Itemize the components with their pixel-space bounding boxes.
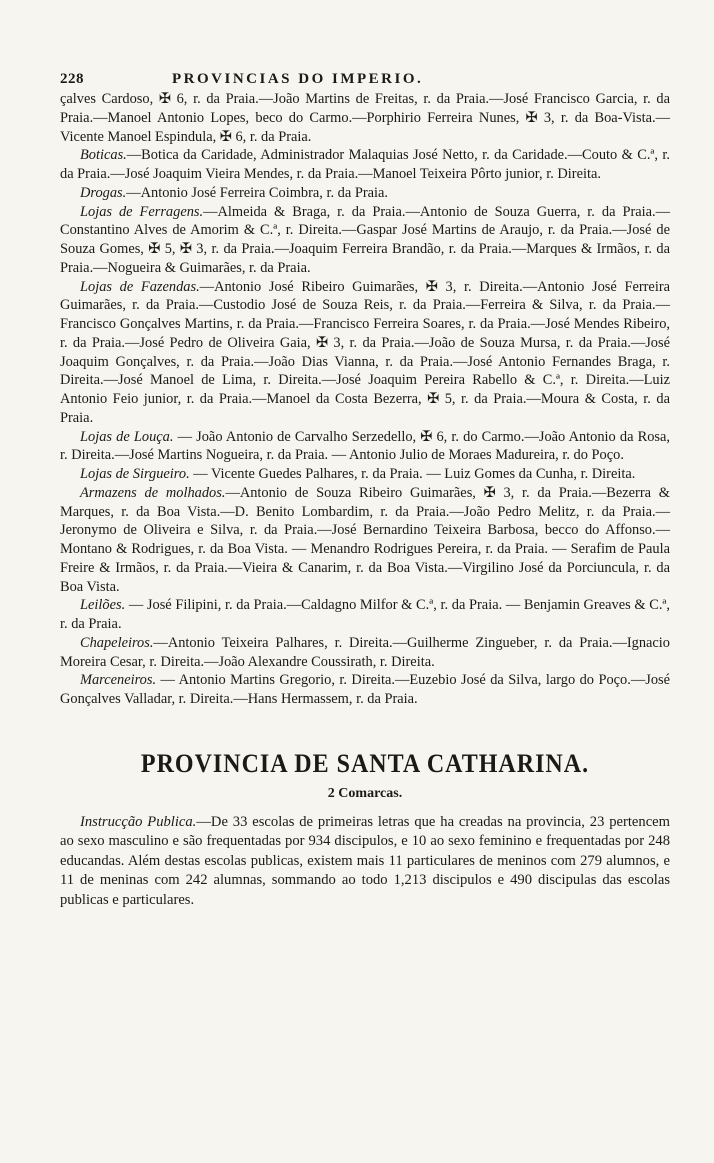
category-label: Lojas de Fazendas. — [80, 278, 200, 295]
paragraph-text: — Vicente Guedes Palhares, r. da Praia. — Luiz Gomes da Cunha, r. Direita. — [189, 466, 636, 482]
paragraph-text: — João Antonio de Carvalho Serzedello, ✠ 6, r. do Carmo.—João Antonio da Rosa, r. Direita.—José Martins Nogueira, r. da Praia. — Antonio Julio de Moraes Madureira, r. do Poço. — [60, 428, 670, 464]
section-title: PROVINCIA DE SANTA CATHARINA. — [140, 749, 590, 779]
page-header — [60, 70, 670, 88]
paragraph-text: —Antonio de Souza Ribeiro Guimarães, ✠ 3, r. da Praia.—Bezerra & Marques, r. da Boa Vista.—D. Benito Lombardim, r. da Praia.—João Pedro Melitz, r. da Praia.—Jeronymo de Oliveira e Silva, r. da Praia.—José Bernardino Teixeira Barbosa, becco do Affonso.—Montano & Rodrigues, r. da Boa Vista. — Menandro Rodrigues Pereira, r. da Praia. — Serafim de Paula Freire & Irmãos, r. da Praia.—Vieira & Canarim, r. da Boa Vista.—Virgilino José da Porciuncula, r. da Boa Vista. — [60, 484, 670, 595]
category-label: Armazens de molhados. — [80, 484, 226, 501]
category-label: Instrucção Publica. — [80, 813, 197, 830]
paragraph-continuation — [60, 90, 670, 146]
category-label: Boticas. — [80, 147, 127, 164]
paragraph-text: —De 33 escolas de primeiras letras que ha creadas na provincia, 23 pertencem ao sexo masculino e são frequentadas por 934 discipulos, e 10 ao sexo feminino e frequentadas por 248 educandas. Além destas escolas publicas, existem mais 11 particulares de meninos com 279 alumnos, e 11 de meninas com 242 alumnas, sommando ao todo 1,213 discipulos e 490 discipulas das escolas publicas e particulares. — [60, 813, 670, 908]
paragraph-chapeleiros — [60, 634, 670, 672]
paragraph-molhados — [60, 484, 670, 597]
paragraph-fazendas — [60, 278, 670, 428]
category-label: Lojas de Sirgueiro. — [80, 466, 190, 482]
paragraph-marceneiros — [60, 671, 670, 709]
page-number: 228 — [60, 71, 84, 87]
paragraph-text: — José Filipini, r. da Praia.—Caldagno Milfor & C.ª, r. da Praia. — Benjamin Greaves & C.ª, r. da Praia. — [60, 597, 670, 632]
running-title: PROVINCIAS DO IMPERIO. — [172, 71, 424, 87]
paragraph-leiloes — [60, 596, 670, 634]
category-label: Leilões. — [80, 597, 126, 614]
paragraph-text: — Antonio Martins Gregorio, r. Direita.—Euzebio José da Silva, largo do Poço.—José Gonçalves Valladar, r. Direita.—Hans Hermassem, r. da Praia. — [60, 672, 670, 707]
paragraph-text: —Antonio José Ribeiro Guimarães, ✠ 3, r. Direita.—Antonio José Ferreira Guimarães, r. da Praia.—Custodio José de Souza Reis, r. da Praia.—Ferreira & Silva, r. da Praia.—Francisco Gonçalves Martins, r. da Praia.—Francisco Ferreira Soares, r. da Praia.—José Mendes Ribeiro, r. da Praia.—José Pedro de Oliveira Gaia, ✠ 3, r. da Praia.—João de Souza Mursa, r. da Praia.—José Joaquim Gonçalves, r. da Praia.—João Dias Vianna, r. da Praia.—José Antonio Fernandes Braga, r. Direita.—José Manoel de Lima, r. Direita.—José Joaquim Pereira Rabello & C.ª, r. Direita.—Luiz Antonio Feio junior, r. da Praia.—Manoel da Costa Bezerra, ✠ 5, r. da Praia.—Moura & Costa, r. da Praia. — [60, 278, 670, 426]
paragraph-instrucao — [60, 813, 670, 911]
paragraph-drogas — [60, 184, 670, 203]
category-label: Chapeleiros. — [80, 634, 154, 651]
paragraph-ferragens — [60, 203, 670, 278]
paragraph-text: —Almeida & Braga, r. da Praia.—Antonio de Souza Guerra, r. da Praia.—Constantino Alves de Amorim & C.ª, r. Direita.—Gaspar José Martins de Araujo, r. da Praia.—José de Souza Gomes, ✠ 5, ✠ 3, r. da Praia.—Joaquim Ferreira Brandão, r. da Praia.—Marques & Irmãos, r. da Praia.—Nogueira & Guimarães, r. da Praia. — [60, 203, 670, 276]
paragraph-text: —Antonio José Ferreira Coimbra, r. da Praia. — [126, 184, 389, 201]
paragraph-sirgueiro — [60, 465, 670, 484]
section-subtitle: 2 Comarcas. — [327, 785, 403, 801]
paragraph-louca — [60, 428, 670, 466]
category-label: Lojas de Ferragens. — [80, 203, 204, 220]
paragraph-text: çalves Cardoso, ✠ 6, r. da Praia.—João Martins de Freitas, r. da Praia.—José Francisco Garcia, r. da Praia.—Manoel Antonio Lopes, beco do Carmo.—Porphirio Ferreira Nunes, ✠ 3, r. da Boa-Vista.—Vicente Manoel Espindula, ✠ 6, r. da Praia. — [60, 91, 670, 145]
category-label: Marceneiros. — [80, 672, 157, 689]
paragraph-text: —Botica da Caridade, Administrador Malaquias José Netto, r. da Caridade.—Couto & C.ª, r. da Praia.—José Joaquim Vieira Mendes, r. da Praia.—Manoel Teixeira Pôrto junior, r. Direita. — [60, 147, 670, 182]
category-label: Lojas de Louça. — [80, 428, 174, 445]
paragraph-boticas — [60, 146, 670, 184]
paragraph-text: —Antonio Teixeira Palhares, r. Direita.—Guilherme Zingueber, r. da Praia.—Ignacio Moreira Cesar, r. Direita.—João Alexandre Coussirath, r. Direita. — [60, 634, 670, 670]
category-label: Drogas. — [80, 184, 127, 201]
